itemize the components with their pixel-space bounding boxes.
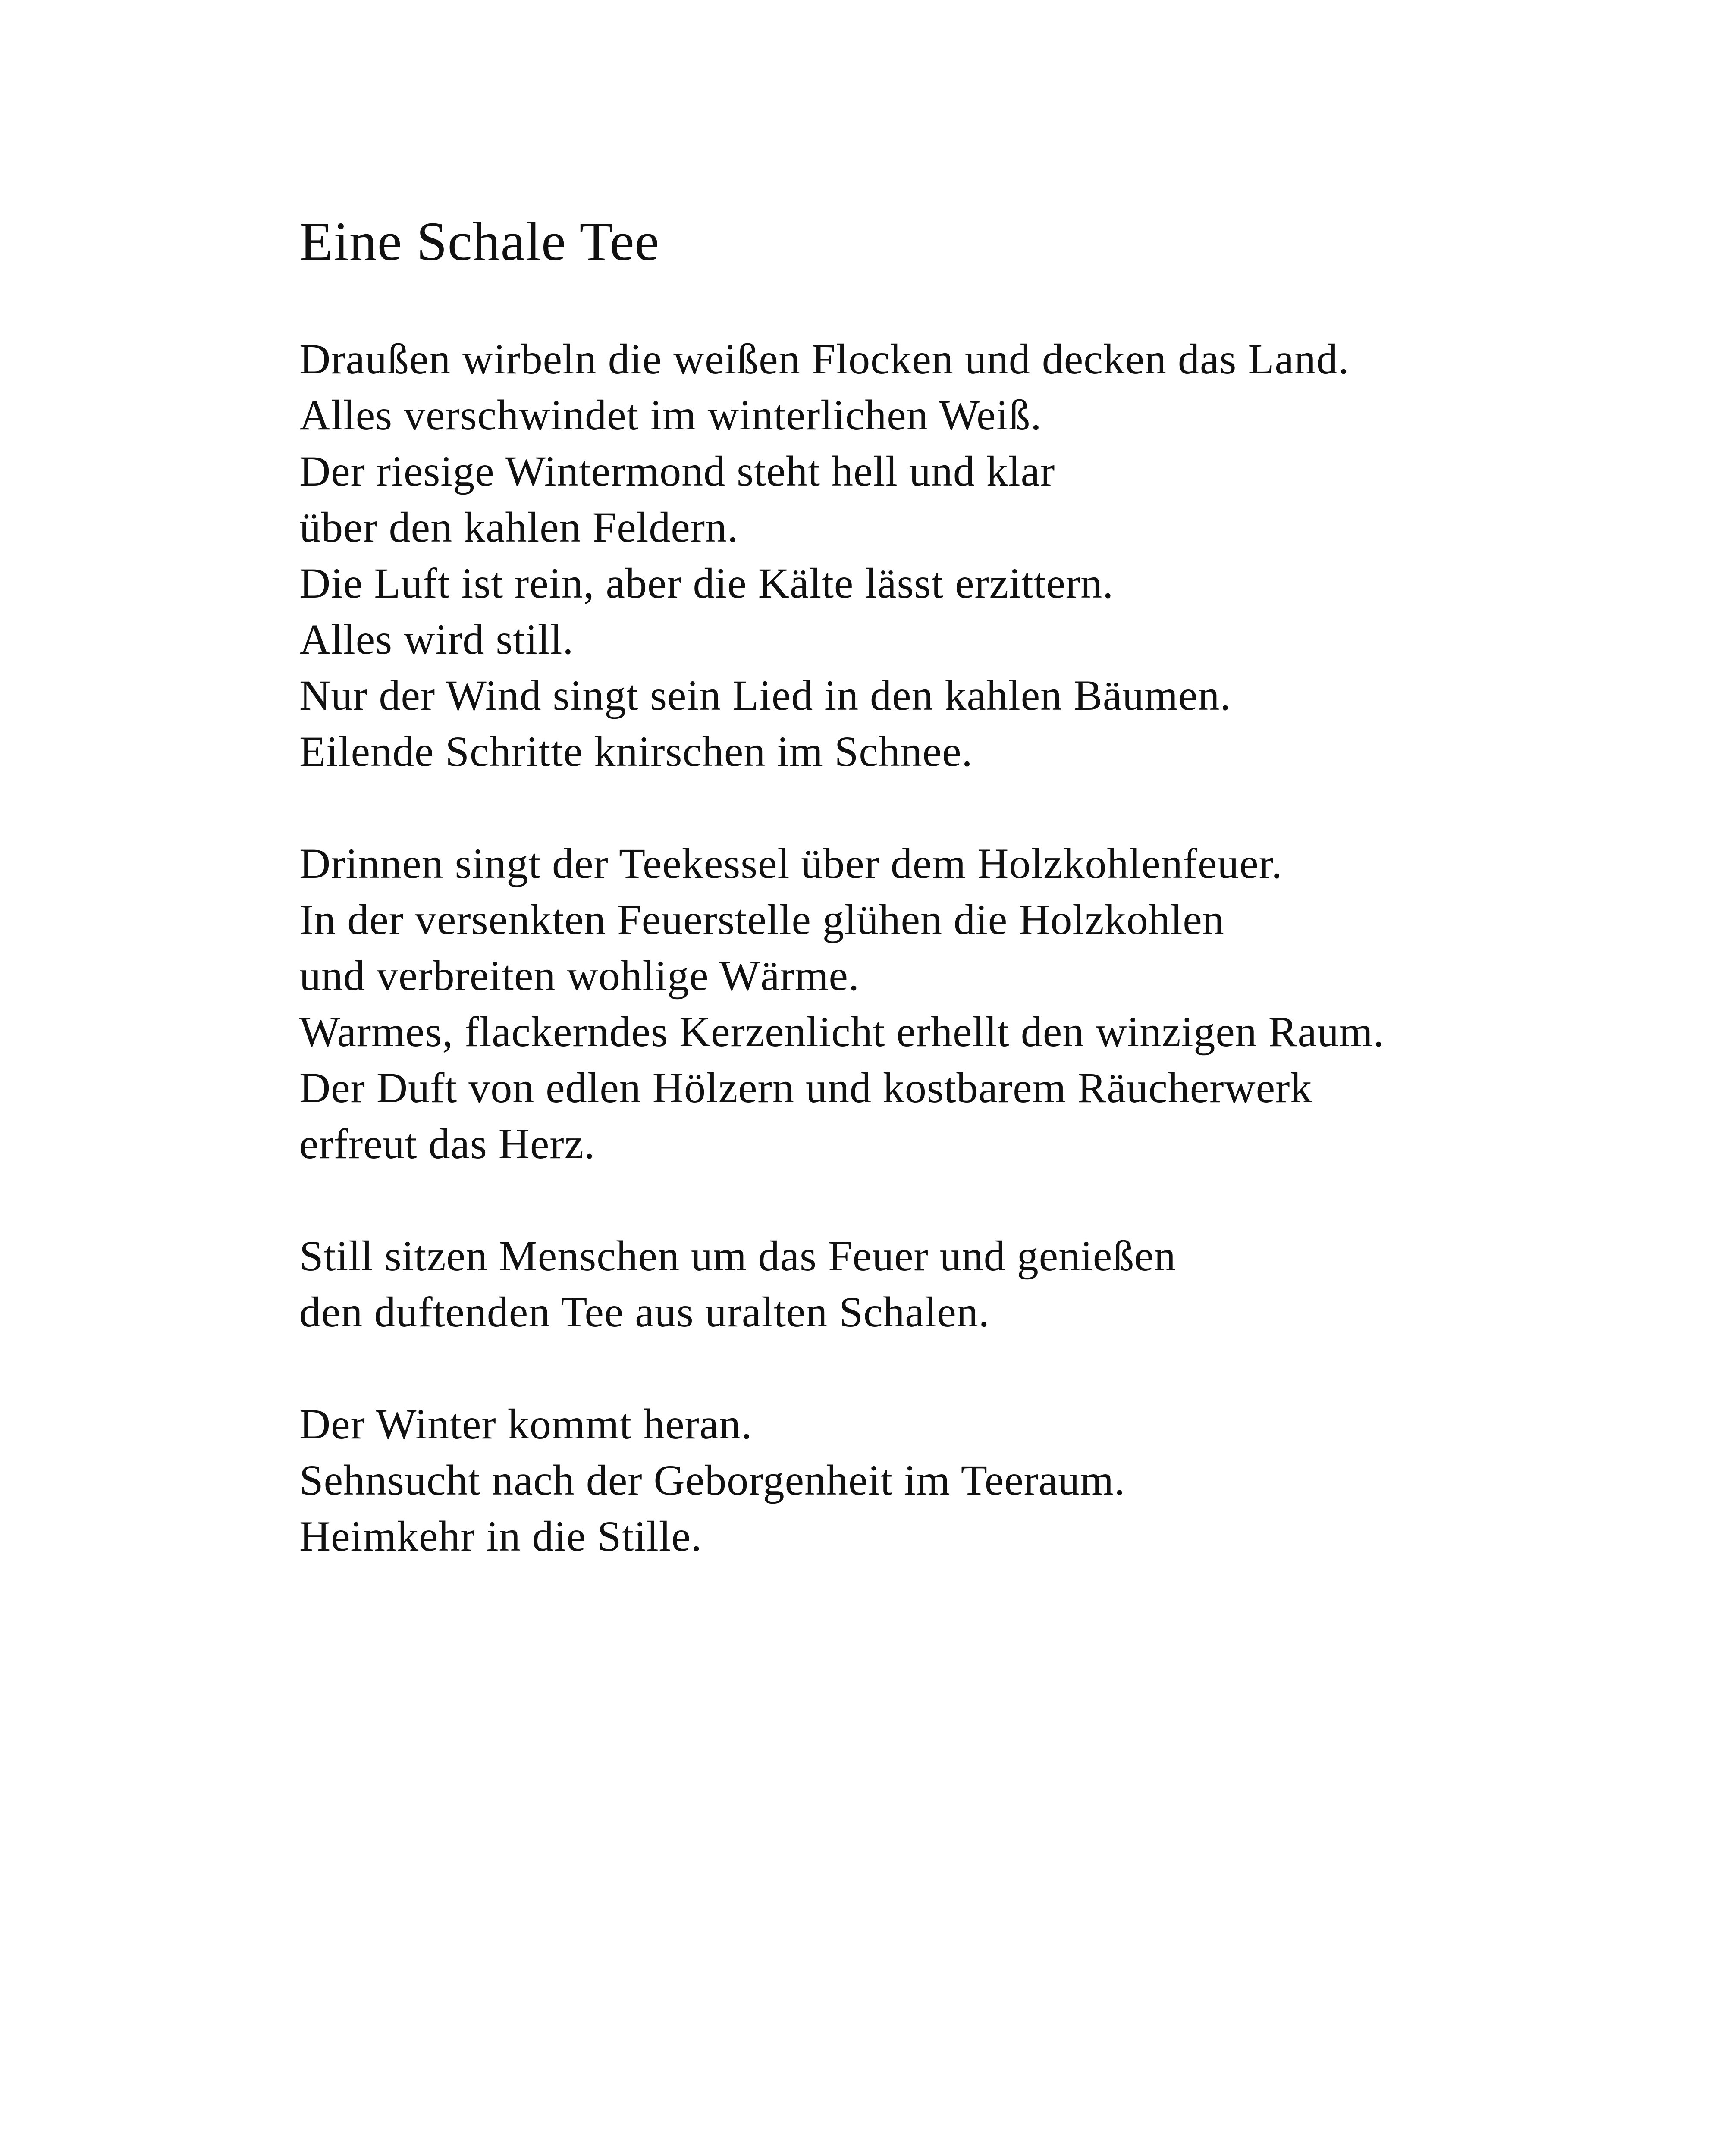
poem	[299, 203, 1636, 1564]
poem-line: Der Winter kommt heran.	[299, 1400, 753, 1448]
poem-line: Alles wird still.	[299, 615, 574, 663]
poem-title: Eine Schale Tee	[299, 211, 660, 272]
poem-line: Der riesige Wintermond steht hell und klar	[299, 447, 1055, 495]
poem-line: Draußen wirbeln die weißen Flocken und decken das Land.	[299, 335, 1350, 383]
poem-line: Alles verschwindet im winterlichen Weiß.	[299, 391, 1042, 439]
poem-line: erfreut das Herz.	[299, 1120, 596, 1168]
poem-line: Heimkehr in die Stille.	[299, 1512, 702, 1560]
poem-line: und verbreiten wohlige Wärme.	[299, 952, 860, 1000]
poem-line: Nur der Wind singt sein Lied in den kahlen Bäumen.	[299, 671, 1231, 719]
stanza-3	[299, 1228, 1636, 1340]
poem-line: Warmes, flackerndes Kerzenlicht erhellt den winzigen Raum.	[299, 1008, 1385, 1056]
poem-line: den duftenden Tee aus uralten Schalen.	[299, 1288, 990, 1336]
stanza-4	[299, 1396, 1636, 1564]
poem-line: Sehnsucht nach der Geborgenheit im Teeraum.	[299, 1456, 1126, 1504]
poem-line: Der Duft von edlen Hölzern und kostbarem Räucherwerk	[299, 1064, 1312, 1112]
poem-line: Eilende Schritte knirschen im Schnee.	[299, 727, 973, 775]
poem-line: Die Luft ist rein, aber die Kälte lässt erzittern.	[299, 559, 1114, 607]
stanza-1	[299, 331, 1636, 780]
poem-line: über den kahlen Feldern.	[299, 503, 739, 551]
poem-line: Drinnen singt der Teekessel über dem Holzkohlenfeuer.	[299, 840, 1283, 887]
poem-body	[299, 331, 1636, 1564]
poem-line: In der versenkten Feuerstelle glühen die Holzkohlen	[299, 896, 1224, 943]
stanza-2	[299, 836, 1636, 1172]
poem-line: Still sitzen Menschen um das Feuer und genießen	[299, 1232, 1176, 1280]
